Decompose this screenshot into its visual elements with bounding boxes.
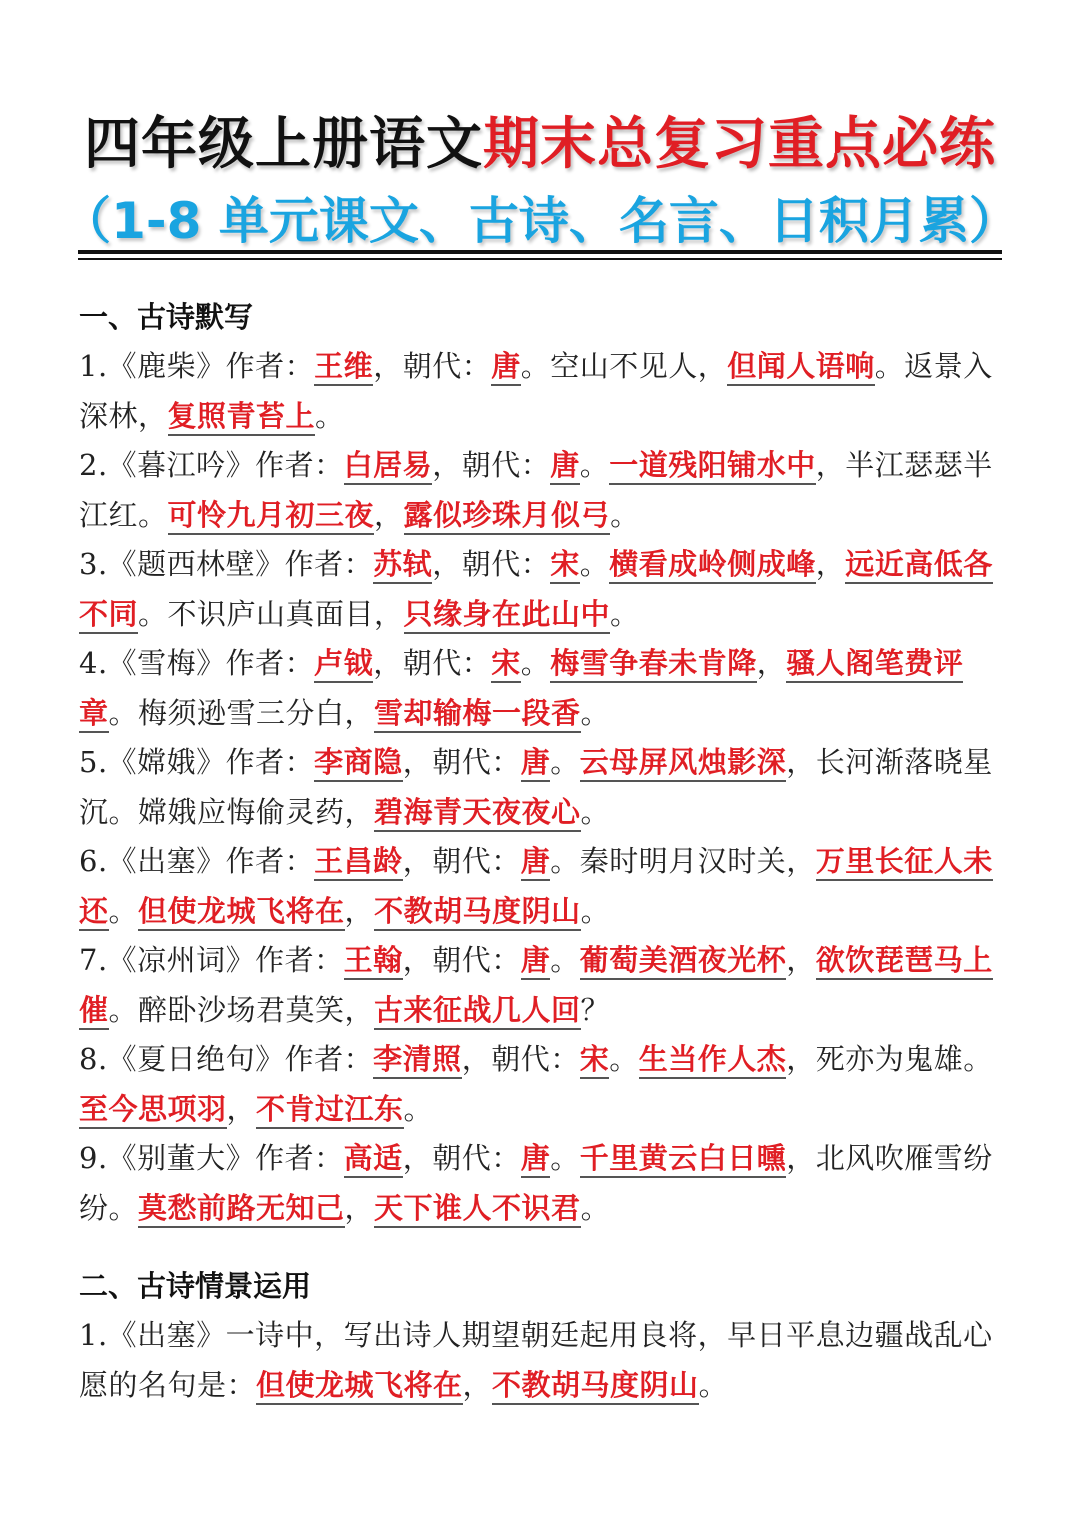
answer-text: 莫愁前路无知己: [138, 1191, 345, 1228]
question-text: 3.《题西林壁》作者：: [79, 547, 374, 581]
answer-text: 天下谁人不识君: [374, 1191, 581, 1228]
answer-text: 可怜九月初三夜: [168, 498, 375, 535]
title-black-part: 四年级上册语文: [84, 112, 483, 177]
question-text: 。: [520, 646, 551, 680]
question-text: 9.《别董大》作者：: [79, 1141, 344, 1175]
question-text: 。秦时明月汉时关，: [550, 844, 816, 878]
poem-item: [79, 1134, 993, 1233]
answer-text: 唐: [521, 745, 551, 782]
question-text: 。: [609, 1042, 639, 1076]
poem-item: [79, 639, 993, 738]
question-text: 。: [579, 448, 610, 482]
answer-text: 万里长征人未还: [79, 844, 993, 931]
question-text: ，: [786, 943, 816, 977]
answer-text: 宋: [550, 547, 580, 584]
answer-text: 远近高低各不同: [79, 547, 993, 634]
answer-text: 唐: [521, 943, 551, 980]
answer-text: 李清照: [373, 1042, 462, 1079]
question-text: 。: [580, 794, 611, 829]
question-text: 。醉卧沙场君莫笑，: [108, 992, 375, 1027]
question-text: 。: [698, 1367, 729, 1402]
answer-text: 白居易: [344, 448, 433, 485]
question-text: ，长河渐落晓星沉。嫦娥应悔偷灵药，: [79, 745, 993, 829]
answer-text: 只缘身在此山中: [404, 597, 611, 634]
question-text: 。: [579, 547, 610, 581]
question-text: 。空山不见人，: [520, 349, 728, 383]
question-text: ，朝代：: [432, 547, 551, 581]
question-text: 。: [580, 1190, 611, 1225]
question-text: ，死亦为鬼雄。: [786, 1042, 993, 1076]
answer-text: 千里黄云白日曛: [580, 1141, 787, 1178]
question-text: 1.《出塞》一诗中，写出诗人期望朝廷起用良将，早日平息边疆战乱心愿的名句是：: [79, 1318, 993, 1402]
title-red-part: 期末总复习重点必练: [483, 112, 996, 177]
answer-text: 唐: [491, 349, 521, 386]
poem-item: [79, 837, 993, 936]
poem-item: [79, 342, 993, 441]
worksheet-content: [79, 292, 993, 1410]
answer-text: 至今思项羽: [79, 1092, 227, 1129]
question-text: 。: [550, 943, 580, 977]
answer-text: 王维: [314, 349, 373, 386]
title-divider-thin: [78, 258, 1002, 260]
answer-text: 不教胡马度阴山: [374, 894, 581, 931]
page-title: [0, 108, 1080, 182]
answer-text: 唐: [550, 448, 580, 485]
question-text: ，朝代：: [402, 745, 521, 779]
section-heading: 二、古诗情景运用: [79, 1269, 312, 1303]
answer-text: 但闻人语响: [727, 349, 875, 386]
answer-text: 王昌龄: [314, 844, 403, 881]
answer-text: 骚人阁笔费评章: [79, 646, 963, 733]
question-text: ，: [226, 1091, 257, 1126]
poem-item: [79, 738, 993, 837]
answer-text: 卢钺: [314, 646, 373, 683]
answer-text: 但使龙城飞将在: [138, 894, 345, 931]
poem-item: [79, 1311, 993, 1410]
question-text: 。: [610, 497, 640, 532]
page-subtitle: （1-8 单元课文、古诗、名言、日积月累）: [61, 192, 1019, 250]
question-text: 。: [580, 893, 611, 928]
answer-text: 碧海青天夜夜心: [374, 795, 581, 832]
answer-text: 李商隐: [314, 745, 403, 782]
answer-text: 古来征战几人回: [374, 993, 581, 1030]
question-text: 1.《鹿柴》作者：: [79, 349, 315, 383]
question-text: 2.《暮江吟》作者：: [79, 448, 344, 482]
answer-text: 但使龙城飞将在: [256, 1368, 463, 1405]
question-text: 。: [610, 596, 640, 631]
answer-text: 欲饮琵琶马上催: [79, 943, 993, 1030]
question-text: ，朝代：: [402, 844, 521, 878]
question-text: 。: [550, 745, 580, 779]
question-text: ，北风吹雁雪纷纷。: [79, 1141, 993, 1225]
answer-text: 宋: [491, 646, 521, 683]
answer-text: 梅雪争春未肯降: [550, 646, 757, 683]
answer-text: 唐: [521, 844, 551, 881]
answer-text: 王翰: [344, 943, 403, 980]
question-text: ，朝代：: [373, 646, 492, 680]
question-text: 。梅须逊雪三分白，: [108, 695, 375, 730]
question-text: 。返景入深林，: [79, 349, 993, 433]
question-text: ，半江瑟瑟半江红。: [79, 448, 993, 532]
answer-text: 唐: [521, 1141, 551, 1178]
answer-text: 一道残阳铺水中: [609, 448, 816, 485]
question-text: ，: [815, 547, 846, 581]
answer-text: 生当作人杰: [639, 1042, 787, 1079]
answer-text: 露似珍珠月似弓: [404, 498, 611, 535]
question-text: 5.《嫦娥》作者：: [79, 745, 315, 779]
question-text: ，: [344, 1190, 375, 1225]
question-text: ，: [374, 497, 404, 532]
section-gap: [79, 1233, 993, 1261]
question-text: ，朝代：: [461, 1042, 580, 1076]
answer-text: 葡萄美酒夜光杯: [580, 943, 787, 980]
question-text: 。: [580, 695, 611, 730]
title-divider-thick: [78, 250, 1002, 254]
question-text: ，: [462, 1367, 493, 1402]
answer-text: 高适: [344, 1141, 403, 1178]
poem-item: [79, 540, 993, 639]
question-text: 8.《夏日绝句》作者：: [79, 1042, 374, 1076]
answer-text: 苏轼: [373, 547, 432, 584]
question-text: ，朝代：: [432, 448, 551, 482]
question-text: 7.《凉州词》作者：: [79, 943, 344, 977]
question-text: ，: [756, 646, 787, 680]
question-text: 。: [108, 893, 139, 928]
answer-text: 云母屏风烛影深: [580, 745, 787, 782]
question-text: ，: [344, 893, 375, 928]
question-text: 6.《出塞》作者：: [79, 844, 315, 878]
answer-text: 宋: [580, 1042, 610, 1079]
question-text: 。不识庐山真面目，: [138, 596, 404, 631]
question-text: ，朝代：: [402, 1141, 521, 1175]
poem-item: [79, 441, 993, 540]
question-text: 。: [315, 398, 345, 433]
question-text: ？: [580, 992, 611, 1027]
answer-text: 不肯过江东: [256, 1092, 404, 1129]
answer-text: 复照青苔上: [168, 399, 316, 436]
answer-text: 雪却输梅一段香: [374, 696, 581, 733]
question-text: ，朝代：: [402, 943, 521, 977]
question-text: 4.《雪梅》作者：: [79, 646, 315, 680]
question-text: ，朝代：: [373, 349, 492, 383]
answer-text: 不教胡马度阴山: [492, 1368, 699, 1405]
question-text: 。: [403, 1091, 434, 1126]
question-text: 。: [550, 1141, 580, 1175]
answer-text: 横看成岭侧成峰: [609, 547, 816, 584]
poem-item: [79, 1035, 993, 1134]
section-heading: 一、古诗默写: [79, 300, 254, 334]
title-block: [0, 108, 1080, 256]
poem-item: [79, 936, 993, 1035]
